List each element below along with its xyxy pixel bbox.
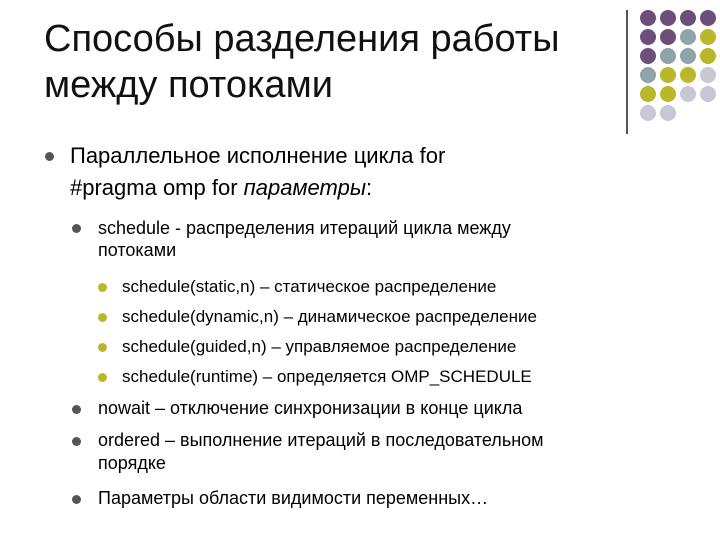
pragma-params: параметры [243, 175, 367, 200]
decor-dot [700, 29, 716, 45]
decor-dot [640, 10, 656, 26]
schedule-static: schedule(static,n) – статическое распределение [122, 277, 497, 296]
decor-dot [640, 29, 656, 45]
bullet-level2 [72, 405, 81, 414]
decor-dot [680, 67, 696, 83]
decor-dot [680, 86, 696, 102]
decor-dot [660, 48, 676, 64]
decor-dot [700, 86, 716, 102]
bullet-level1 [45, 152, 54, 161]
decor-dot [660, 67, 676, 83]
decor-dot [680, 48, 696, 64]
title-line-1: Способы разделения работы [44, 18, 560, 60]
decor-dot [680, 10, 696, 26]
schedule-runtime: schedule(runtime) – определяется OMP_SCHEDULE [122, 367, 532, 386]
decor-dot [640, 67, 656, 83]
decor-dot [680, 29, 696, 45]
bullet-level3 [98, 283, 107, 292]
ordered-line-1: ordered – выполнение итераций в последовательном [98, 430, 544, 450]
schedule-guided: schedule(guided,n) – управляемое распределение [122, 337, 517, 356]
bullet-level2 [72, 224, 81, 233]
decor-dot [700, 10, 716, 26]
bullet-level2 [72, 437, 81, 446]
bullet-level3 [98, 343, 107, 352]
title-divider [626, 10, 628, 134]
decor-dot [660, 105, 676, 121]
schedule-line-1: schedule - распределения итераций цикла между [98, 218, 511, 238]
params-text: Параметры области видимости переменных… [98, 488, 489, 508]
decor-dot [660, 10, 676, 26]
decor-dot [660, 86, 676, 102]
decor-dot [640, 105, 656, 121]
pragma-prefix: #pragma omp for [70, 175, 244, 200]
schedule-dynamic: schedule(dynamic,n) – динамическое распределение [122, 307, 537, 326]
bullet-level2 [72, 495, 81, 504]
nowait-text: nowait – отключение синхронизации в конце цикла [98, 398, 523, 418]
pragma-suffix: : [366, 175, 373, 200]
decor-dot [640, 86, 656, 102]
decor-dot [640, 48, 656, 64]
title-line-2: между потоками [44, 64, 333, 106]
schedule-line-2: потоками [98, 240, 177, 260]
ordered-line-2: порядке [98, 453, 166, 473]
bullet-level3 [98, 313, 107, 322]
decor-dot [700, 48, 716, 64]
main-bullet-text [70, 142, 445, 170]
decor-dot [700, 67, 716, 83]
main-bullet-text-2 [70, 174, 372, 202]
slide-title [44, 16, 624, 108]
decor-dot [660, 29, 676, 45]
main-line-1: Параллельное исполнение цикла for [70, 143, 446, 168]
bullet-level3 [98, 373, 107, 382]
